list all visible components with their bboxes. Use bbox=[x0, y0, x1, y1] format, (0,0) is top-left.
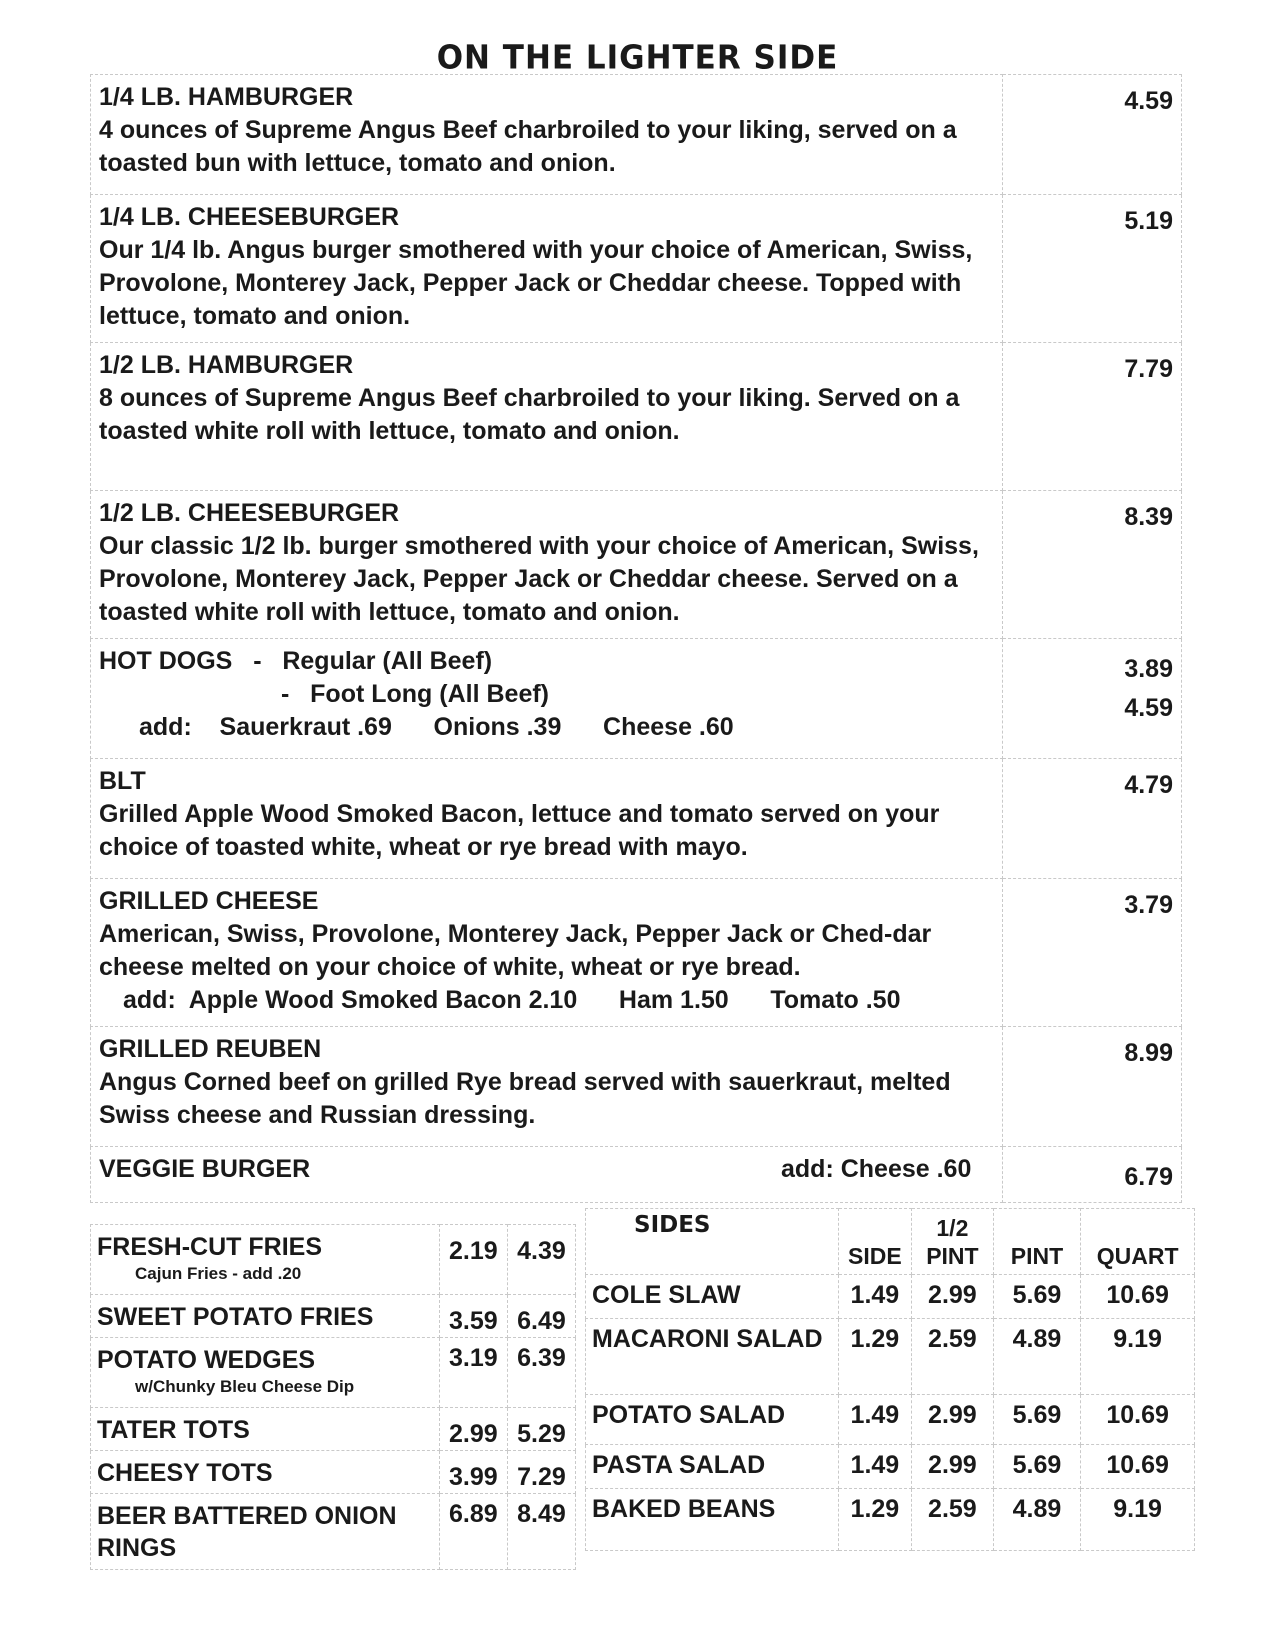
price-large: 8.49 bbox=[507, 1494, 575, 1570]
price-side: 1.49 bbox=[838, 1445, 911, 1489]
item-price: 4.79 bbox=[1003, 759, 1182, 879]
item-name: GRILLED REUBEN bbox=[99, 1035, 322, 1063]
col-header-side: SIDE bbox=[838, 1209, 911, 1275]
item-name: GRILLED CHEESE bbox=[99, 887, 319, 915]
fries-row bbox=[91, 1408, 576, 1451]
price-half-pint: 2.59 bbox=[912, 1489, 994, 1551]
price-pint: 4.89 bbox=[993, 1489, 1081, 1551]
fries-name: FRESH-CUT FRIES bbox=[97, 1233, 322, 1261]
item-price: 3.79 bbox=[1003, 879, 1182, 1027]
side-name: MACARONI SALAD bbox=[586, 1319, 839, 1395]
fries-name: CHEESY TOTS bbox=[91, 1451, 440, 1494]
fries-name: TATER TOTS bbox=[91, 1408, 440, 1451]
item-description: Our 1/4 lb. Angus burger smothered with your choice of American, Swiss, Provolone, Monterey Jack, Pepper Jack or Cheddar cheese. Topped with lettuce, tomato and onion. bbox=[99, 236, 973, 330]
side-name: COLE SLAW bbox=[586, 1275, 839, 1319]
price-pint: 5.69 bbox=[993, 1445, 1081, 1489]
item-price: 3.89 bbox=[1124, 655, 1173, 683]
sides-table bbox=[585, 1208, 1195, 1551]
price-large: 4.39 bbox=[507, 1225, 575, 1295]
price-quart: 10.69 bbox=[1081, 1395, 1195, 1445]
menu-item bbox=[91, 195, 1182, 343]
price-half-pint: 2.99 bbox=[912, 1445, 994, 1489]
fries-row bbox=[91, 1338, 576, 1408]
item-addons: add: Sauerkraut .69 Onions .39 Cheese .60 bbox=[139, 713, 734, 741]
fries-row bbox=[91, 1451, 576, 1494]
item-name: 1/2 LB. CHEESEBURGER bbox=[99, 499, 400, 527]
fries-name: POTATO WEDGES bbox=[97, 1346, 316, 1374]
side-name: POTATO SALAD bbox=[586, 1395, 839, 1445]
col-header-quart: QUART bbox=[1081, 1209, 1195, 1275]
price-half-pint: 2.99 bbox=[912, 1275, 994, 1319]
item-name: BLT bbox=[99, 767, 146, 795]
price-pint: 5.69 bbox=[993, 1275, 1081, 1319]
item-name: 1/4 LB. CHEESEBURGER bbox=[99, 203, 400, 231]
price-small: 2.19 bbox=[439, 1225, 507, 1295]
sides-title: SIDES bbox=[586, 1209, 839, 1275]
item-name: 1/4 LB. HAMBURGER bbox=[99, 83, 354, 111]
item-description: American, Swiss, Provolone, Monterey Jack, Pepper Jack or Ched-dar cheese melted on your choice of white, wheat or rye bread. bbox=[99, 920, 932, 981]
sides-row bbox=[586, 1319, 1195, 1395]
col-header-half-pint: 1/2 PINT bbox=[912, 1209, 994, 1275]
item-price: 8.99 bbox=[1003, 1027, 1182, 1147]
fries-row bbox=[91, 1494, 576, 1570]
item-name: VEGGIE BURGER bbox=[99, 1155, 311, 1183]
fries-note: Cajun Fries - add .20 bbox=[135, 1264, 302, 1283]
menu-item bbox=[91, 1027, 1182, 1147]
item-price: 8.39 bbox=[1003, 491, 1182, 639]
item-price: 7.79 bbox=[1003, 343, 1182, 491]
side-name: BAKED BEANS bbox=[586, 1489, 839, 1551]
menu-table bbox=[90, 74, 1182, 1203]
fries-row bbox=[91, 1295, 576, 1338]
price-quart: 10.69 bbox=[1081, 1275, 1195, 1319]
menu-item-hotdogs bbox=[91, 639, 1182, 759]
price-side: 1.29 bbox=[838, 1489, 911, 1551]
hotdog-option: - Foot Long (All Beef) bbox=[281, 680, 550, 708]
price-small: 3.99 bbox=[439, 1451, 507, 1494]
item-name: HOT DOGS bbox=[99, 647, 233, 675]
fries-row bbox=[91, 1225, 576, 1295]
menu-item bbox=[91, 759, 1182, 879]
item-price: 5.19 bbox=[1003, 195, 1182, 343]
price-small: 2.99 bbox=[439, 1408, 507, 1451]
side-name: PASTA SALAD bbox=[586, 1445, 839, 1489]
price-quart: 9.19 bbox=[1081, 1319, 1195, 1395]
price-side: 1.49 bbox=[838, 1395, 911, 1445]
price-quart: 10.69 bbox=[1081, 1445, 1195, 1489]
sides-header-row bbox=[586, 1209, 1195, 1275]
sides-row bbox=[586, 1275, 1195, 1319]
price-large: 7.29 bbox=[507, 1451, 575, 1494]
price-large: 6.39 bbox=[507, 1338, 575, 1408]
item-description: Our classic 1/2 lb. burger smothered with your choice of American, Swiss, Provolone, Monterey Jack, Pepper Jack or Cheddar cheese. Served on a toasted white roll with lettuce, tomato and onion. bbox=[99, 532, 979, 626]
price-side: 1.49 bbox=[838, 1275, 911, 1319]
item-description: Angus Corned beef on grilled Rye bread served with sauerkraut, melted Swiss cheese and Russian dressing. bbox=[99, 1068, 951, 1129]
menu-item bbox=[91, 491, 1182, 639]
price-half-pint: 2.59 bbox=[912, 1319, 994, 1395]
sides-row bbox=[586, 1489, 1195, 1551]
price-pint: 4.89 bbox=[993, 1319, 1081, 1395]
sides-row bbox=[586, 1395, 1195, 1445]
col-header-pint: PINT bbox=[993, 1209, 1081, 1275]
item-price: 4.59 bbox=[1003, 75, 1182, 195]
item-price: 4.59 bbox=[1124, 694, 1173, 722]
fries-table bbox=[90, 1224, 576, 1570]
sides-row bbox=[586, 1445, 1195, 1489]
price-quart: 9.19 bbox=[1081, 1489, 1195, 1551]
price-side: 1.29 bbox=[838, 1319, 911, 1395]
menu-item bbox=[91, 343, 1182, 491]
hotdog-option: - Regular (All Beef) bbox=[253, 647, 493, 675]
item-description: 4 ounces of Supreme Angus Beef charbroiled to your liking, served on a toasted bun with lettuce, tomato and onion. bbox=[99, 116, 957, 177]
price-small: 3.19 bbox=[439, 1338, 507, 1408]
item-addons: add: Cheese .60 bbox=[781, 1155, 972, 1183]
fries-name: SWEET POTATO FRIES bbox=[91, 1295, 440, 1338]
price-large: 6.49 bbox=[507, 1295, 575, 1338]
price-pint: 5.69 bbox=[993, 1395, 1081, 1445]
price-small: 3.59 bbox=[439, 1295, 507, 1338]
price-large: 5.29 bbox=[507, 1408, 575, 1451]
page-title: ON THE LIGHTER SIDE bbox=[436, 39, 839, 77]
item-description: 8 ounces of Supreme Angus Beef charbroiled to your liking. Served on a toasted white roll with lettuce, tomato and onion. bbox=[99, 384, 960, 445]
item-price: 6.79 bbox=[1003, 1147, 1182, 1203]
item-name: 1/2 LB. HAMBURGER bbox=[99, 351, 354, 379]
item-addons: add: Apple Wood Smoked Bacon 2.10 Ham 1.50 Tomato .50 bbox=[123, 986, 901, 1014]
fries-name: BEER BATTERED ONION RINGS bbox=[91, 1494, 440, 1570]
price-small: 6.89 bbox=[439, 1494, 507, 1570]
menu-item bbox=[91, 879, 1182, 1027]
item-description: Grilled Apple Wood Smoked Bacon, lettuce and tomato served on your choice of toasted white, wheat or rye bread with mayo. bbox=[99, 800, 940, 861]
menu-item bbox=[91, 75, 1182, 195]
menu-item bbox=[91, 1147, 1182, 1203]
price-half-pint: 2.99 bbox=[912, 1395, 994, 1445]
fries-note: w/Chunky Bleu Cheese Dip bbox=[135, 1377, 355, 1396]
